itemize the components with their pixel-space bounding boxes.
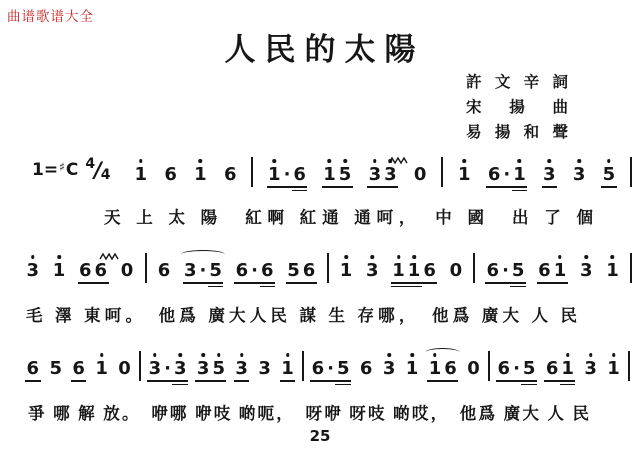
note-group	[195, 360, 226, 378]
time-signature	[85, 158, 110, 182]
note: 6	[261, 260, 274, 281]
notation-line-1	[132, 158, 632, 184]
octave-dot	[412, 255, 416, 259]
note: 1	[193, 166, 209, 184]
note: 6	[538, 260, 551, 281]
note: 3	[172, 360, 188, 378]
note: 6	[223, 164, 237, 185]
note-group	[147, 360, 188, 378]
note-group	[156, 262, 172, 280]
barline	[473, 253, 475, 283]
note: 6	[302, 260, 316, 281]
note: 6	[79, 260, 92, 281]
key-prefix: 1=	[32, 160, 59, 180]
note-group	[485, 262, 526, 280]
octave-dot	[217, 353, 221, 357]
barline	[251, 157, 253, 187]
octave-dot	[611, 255, 615, 259]
note: 1	[267, 166, 283, 184]
note: 6	[423, 260, 436, 281]
octave-dot	[201, 353, 205, 357]
note-group	[71, 360, 87, 378]
note-group	[338, 262, 354, 280]
note: 5	[49, 358, 62, 379]
tremolo-icon	[388, 150, 408, 169]
time-slash: /	[94, 158, 102, 182]
note: 3	[578, 262, 594, 280]
note-group	[427, 360, 458, 378]
note-group	[25, 360, 41, 378]
octave-dot	[607, 159, 611, 163]
note-group	[322, 166, 353, 184]
note-group	[234, 360, 250, 378]
time-numerator: 4	[85, 156, 96, 172]
note: 5	[601, 166, 617, 184]
barline	[139, 351, 141, 381]
credits-block	[466, 70, 568, 145]
barline	[145, 253, 147, 283]
note: 6	[72, 358, 85, 379]
rhythm-dot: ·	[164, 358, 171, 379]
note: 5	[209, 260, 222, 281]
octave-dot	[344, 255, 348, 259]
rest-note: 0	[120, 260, 134, 281]
note-group	[94, 360, 110, 378]
note: 1	[404, 360, 420, 378]
note: 3	[542, 166, 558, 184]
note: 6	[235, 260, 249, 281]
note-group	[358, 360, 374, 378]
octave-dot	[589, 353, 593, 357]
note-group	[222, 166, 238, 184]
rhythm-dot: ·	[327, 358, 334, 379]
rest-note: 0	[413, 164, 427, 185]
note: 1	[606, 360, 622, 378]
note: 1	[338, 262, 354, 280]
octave-dot	[57, 255, 61, 259]
octave-dot	[343, 159, 347, 163]
rhythm-dot: ·	[502, 260, 509, 281]
note-group	[183, 262, 224, 280]
rhythm-dot: ·	[251, 260, 258, 281]
octave-dot	[31, 255, 35, 259]
note: 3	[195, 360, 211, 378]
lyrics-line-3: 爭 哪 解 放。 咿哪 咿吱 啲呃， 呀咿 呀吱 啲哎， 他爲 廣大 人 民	[28, 404, 591, 423]
note: 5	[336, 358, 350, 379]
note: 6	[293, 164, 306, 185]
rest-note: 0	[449, 260, 463, 281]
lyrics-line-1: 天 上 太 陽 紅啊 紅通 通呵， 中 國 出 了 個	[104, 208, 594, 227]
rhythm-dot: ·	[503, 164, 511, 185]
note-group	[119, 262, 135, 280]
octave-dot	[463, 159, 467, 163]
key-letter: C	[65, 160, 79, 180]
barline	[628, 351, 630, 381]
note-group	[583, 360, 599, 378]
notation-line-3	[24, 352, 630, 378]
octave-dot	[566, 353, 570, 357]
note: 5	[337, 166, 353, 184]
note-group	[193, 166, 209, 184]
note: 1	[322, 166, 338, 184]
note-group	[234, 262, 275, 280]
octave-dot	[410, 353, 414, 357]
note-group	[571, 166, 587, 184]
octave-dot	[371, 255, 375, 259]
credit-harmony: 易揚和聲	[466, 124, 568, 141]
note-group	[381, 360, 397, 378]
octave-dot	[584, 255, 588, 259]
note-group	[457, 166, 473, 184]
note: 3	[147, 360, 163, 378]
octave-dot	[397, 255, 401, 259]
barline	[488, 351, 490, 381]
note: 6	[444, 358, 457, 379]
note: 3	[367, 166, 383, 184]
note: 6	[94, 260, 108, 281]
note: 1	[427, 360, 443, 378]
slur-arc	[425, 348, 460, 357]
note-group	[544, 360, 575, 378]
note-group	[267, 166, 308, 184]
note: 1	[560, 360, 576, 378]
note: 1	[512, 166, 528, 184]
note: 5	[287, 260, 300, 281]
note: 1	[94, 360, 110, 378]
note: 1	[391, 262, 407, 280]
note: 3	[583, 360, 599, 378]
note-group	[466, 360, 482, 378]
octave-dot	[373, 159, 377, 163]
note-group	[117, 360, 133, 378]
octave-dot	[199, 159, 203, 163]
site-watermark: 曲谱歌谱大全	[7, 9, 94, 25]
note: 1	[552, 262, 568, 280]
rhythm-dot: ·	[283, 164, 291, 185]
rhythm-dot: ·	[199, 260, 207, 281]
octave-dot	[548, 159, 552, 163]
credit-composer: 宋揚曲	[466, 99, 568, 116]
note: 1	[406, 262, 422, 280]
octave-dot	[153, 353, 157, 357]
note-group	[448, 262, 464, 280]
key-signature	[32, 160, 78, 180]
note: 1	[133, 166, 149, 184]
rest-note: 0	[467, 358, 480, 379]
note: 5	[522, 358, 536, 379]
note-group	[51, 262, 67, 280]
notation-line-2	[24, 254, 632, 280]
note: 5	[211, 360, 227, 378]
barline	[441, 157, 443, 187]
note: 1	[605, 262, 621, 280]
note: 3	[25, 262, 41, 280]
rhythm-dot: ·	[513, 358, 520, 379]
note: 6	[359, 358, 373, 379]
credit-lyricist: 許文辛詞	[466, 74, 568, 91]
note-group	[578, 262, 594, 280]
key-time-signature	[32, 158, 111, 182]
note-group	[391, 262, 438, 280]
note: 3	[383, 166, 399, 184]
slur-arc	[181, 250, 226, 259]
note: 1	[280, 360, 296, 378]
note-group	[257, 360, 273, 378]
octave-dot	[328, 159, 332, 163]
octave-dot	[240, 353, 244, 357]
barline	[327, 253, 329, 283]
note: 3	[184, 260, 197, 281]
note: 6	[157, 260, 171, 281]
note: 6	[26, 358, 40, 379]
octave-dot	[100, 353, 104, 357]
note-group	[605, 262, 621, 280]
octave-dot	[518, 159, 522, 163]
note-group	[78, 262, 109, 280]
note-group	[286, 262, 317, 280]
note-group	[486, 166, 527, 184]
note-group	[606, 360, 622, 378]
note: 6	[497, 358, 511, 379]
octave-dot	[612, 353, 616, 357]
note: 6	[486, 260, 500, 281]
note: 6	[487, 164, 501, 185]
tremolo-icon	[99, 246, 119, 265]
note-group	[48, 360, 64, 378]
note-group	[163, 166, 179, 184]
note-group	[412, 166, 428, 184]
note-group	[365, 262, 381, 280]
octave-dot	[286, 353, 290, 357]
note-group	[133, 166, 149, 184]
note-group	[367, 166, 398, 184]
note: 5	[511, 260, 525, 281]
note-group	[496, 360, 537, 378]
note: 6	[311, 358, 325, 379]
note: 3	[571, 166, 587, 184]
octave-dot	[558, 255, 562, 259]
lyrics-line-2: 毛 澤 東呵。 他爲 廣大人民 謀 生 存哪， 他爲 廣大 人 民	[26, 306, 578, 325]
sharp-accidental-icon: ♯	[59, 160, 65, 174]
note-group	[280, 360, 296, 378]
barline	[630, 157, 632, 187]
octave-dot	[178, 353, 182, 357]
octave-dot	[577, 159, 581, 163]
octave-dot	[273, 159, 277, 163]
note: 3	[381, 360, 397, 378]
note-group	[601, 166, 617, 184]
note: 1	[457, 166, 473, 184]
page-number: 25	[309, 427, 331, 445]
note: 6	[164, 164, 177, 185]
barline	[302, 351, 304, 381]
note-group	[25, 262, 41, 280]
time-denominator: 4	[100, 167, 111, 183]
note-group	[404, 360, 420, 378]
note: 3	[365, 262, 381, 280]
note: 3	[258, 358, 271, 379]
note: 6	[545, 358, 559, 379]
note-group	[537, 262, 568, 280]
song-title: 人民的太陽	[224, 32, 425, 68]
note: 1	[51, 262, 67, 280]
rest-note: 0	[118, 358, 131, 379]
octave-dot	[387, 353, 391, 357]
note-group	[310, 360, 351, 378]
octave-dot	[139, 159, 143, 163]
note-group	[542, 166, 558, 184]
barline	[630, 253, 632, 283]
note: 3	[234, 360, 250, 378]
